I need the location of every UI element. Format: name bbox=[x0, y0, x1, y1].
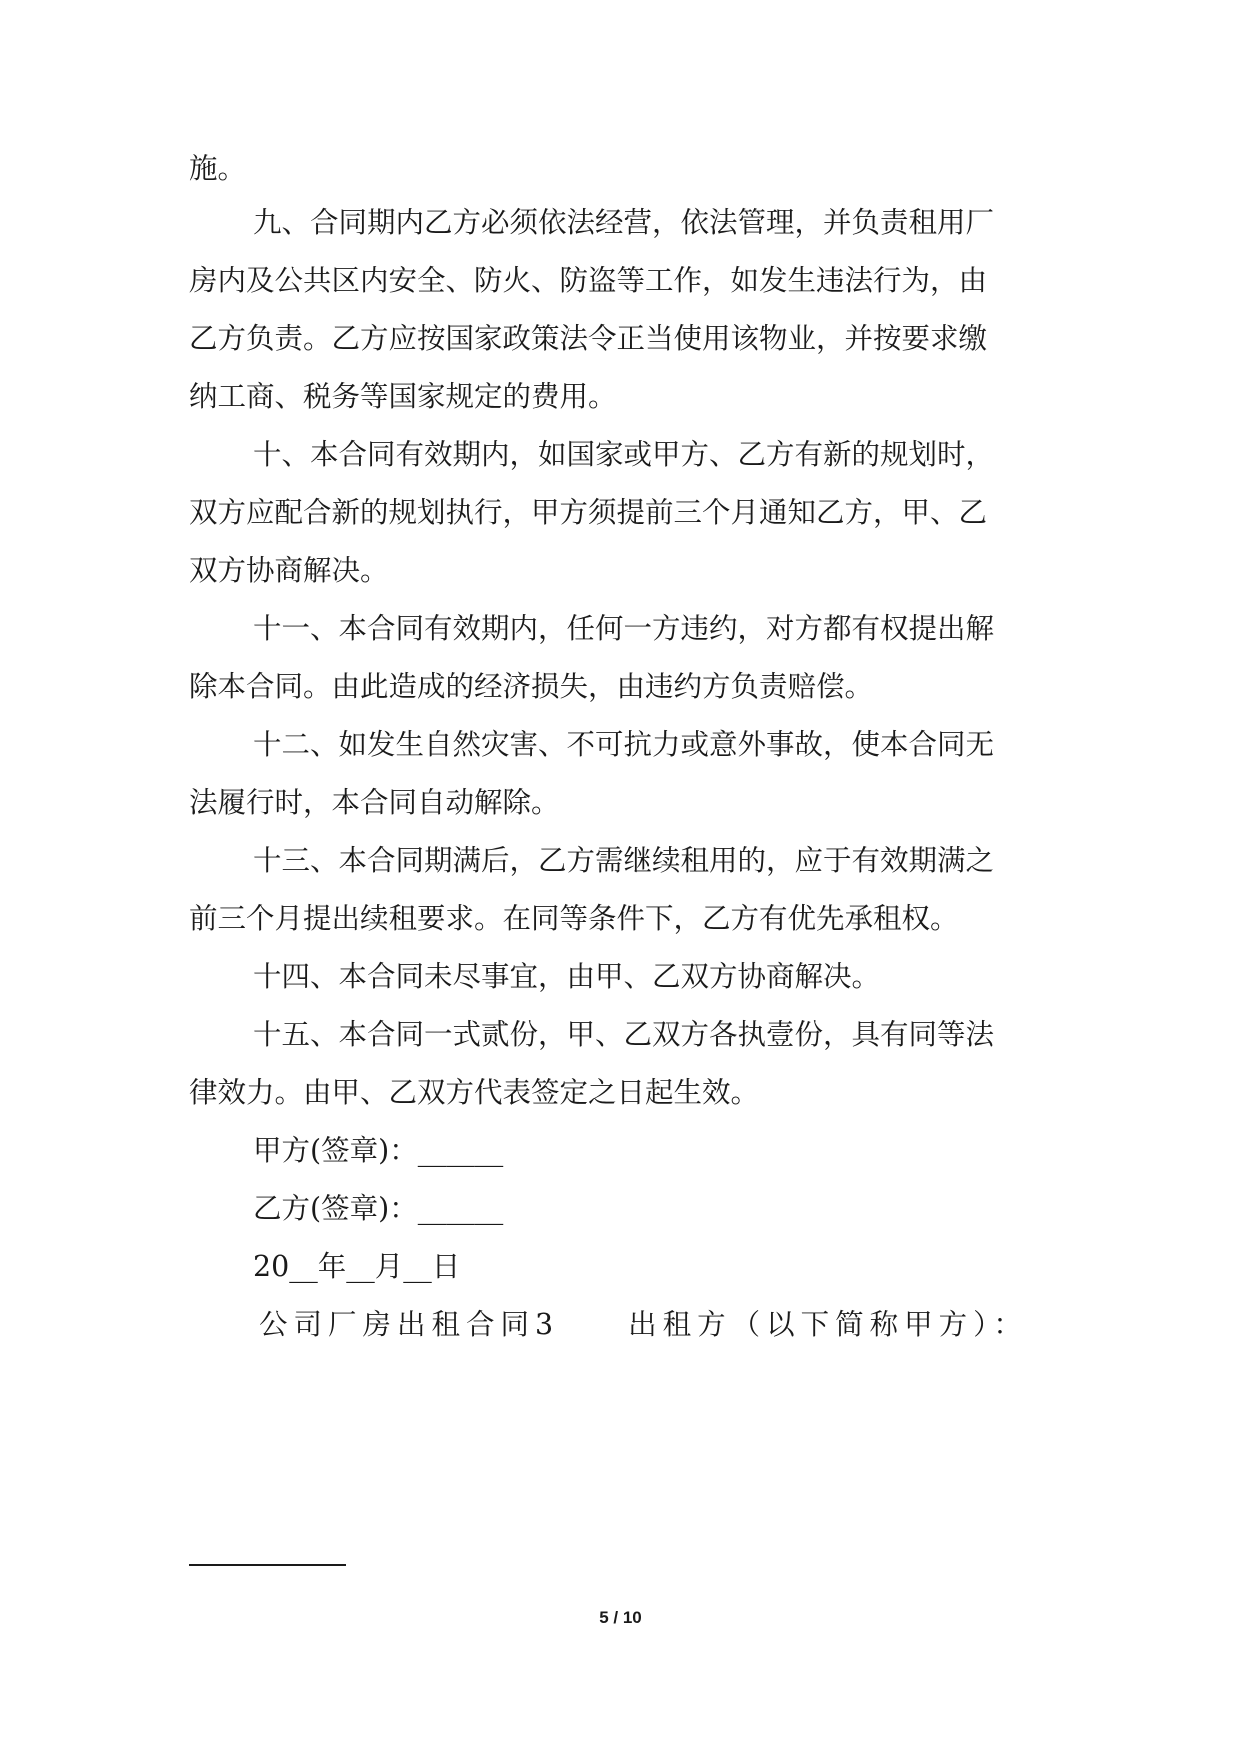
clause-12-line-1: 十二、如发生自然灾害、不可抗力或意外事故，使本合同无 bbox=[253, 728, 995, 761]
next-contract-heading: 公司厂房出租合同3 出租方（以下简称甲方）： bbox=[259, 1308, 1028, 1341]
clause-14-line-1: 十四、本合同未尽事宜，由甲、乙双方协商解决。 bbox=[253, 960, 881, 993]
clause-9-line-4: 纳工商、税务等国家规定的费用。 bbox=[189, 380, 617, 413]
text-line: 施。 bbox=[189, 152, 247, 185]
clause-15-line-1: 十五、本合同一式贰份，甲、乙双方各执壹份，具有同等法 bbox=[253, 1018, 995, 1051]
clause-13-line-2: 前三个月提出续租要求。在同等条件下，乙方有优先承租权。 bbox=[189, 902, 959, 935]
clause-11-line-2: 除本合同。由此造成的经济损失，由违约方负责赔偿。 bbox=[189, 670, 874, 703]
blank-underline bbox=[189, 1564, 346, 1566]
clause-9-line-2: 房内及公共区内安全、防火、防盗等工作，如发生违法行为，由 bbox=[189, 264, 988, 297]
clause-13-line-1: 十三、本合同期满后，乙方需继续租用的，应于有效期满之 bbox=[253, 844, 995, 877]
clause-9-line-3: 乙方负责。乙方应按国家政策法令正当使用该物业，并按要求缴 bbox=[189, 322, 988, 355]
party-b-signature-line: 乙方(签章)：______ bbox=[253, 1192, 504, 1225]
clause-10-line-3: 双方协商解决。 bbox=[189, 554, 389, 587]
page-number: 5 / 10 bbox=[599, 1608, 642, 1627]
clause-15-line-2: 律效力。由甲、乙双方代表签定之日起生效。 bbox=[189, 1076, 760, 1109]
date-line: 20__年__月__日 bbox=[253, 1250, 461, 1283]
party-a-signature-line: 甲方(签章)：______ bbox=[253, 1134, 504, 1167]
clause-9-line-1: 九、合同期内乙方必须依法经营，依法管理，并负责租用厂 bbox=[253, 206, 995, 239]
clause-10-line-2: 双方应配合新的规划执行，甲方须提前三个月通知乙方，甲、乙 bbox=[189, 496, 988, 529]
clause-12-line-2: 法履行时，本合同自动解除。 bbox=[189, 786, 560, 819]
clause-11-line-1: 十一、本合同有效期内，任何一方违约，对方都有权提出解 bbox=[253, 612, 995, 645]
clause-10-line-1: 十、本合同有效期内，如国家或甲方、乙方有新的规划时， bbox=[253, 438, 995, 471]
